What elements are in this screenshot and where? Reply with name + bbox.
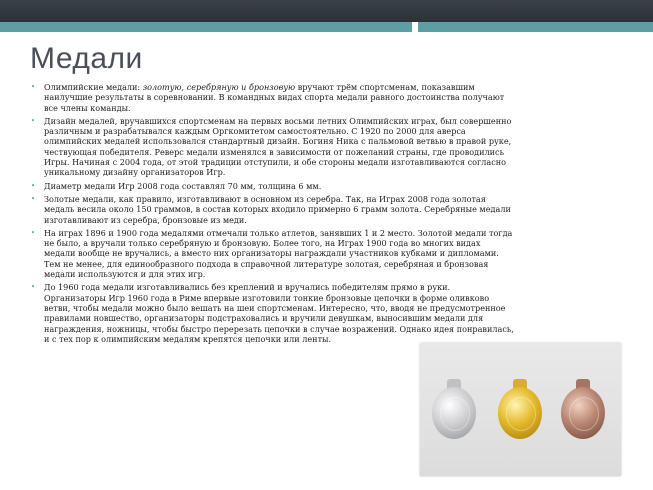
bullet-text-suffix: вручают трём спортсменам, показавшим наилучшие результаты в соревновании. В командных видах спорта медали равного достоинства получают все члены команды. [44, 82, 505, 113]
bullet-item [30, 194, 514, 225]
bullet-item [30, 228, 514, 279]
top-dark-band [0, 0, 653, 22]
bullet-dot-icon: • [31, 194, 36, 203]
bronze-medal-icon [561, 387, 605, 439]
bullet-item [30, 282, 514, 344]
slide-body [30, 82, 514, 347]
slide-title: Медали [30, 42, 143, 75]
bullet-item [30, 181, 514, 191]
bullet-list [30, 82, 514, 344]
bullet-text: На играх 1896 и 1900 года медалями отмечали только атлетов, занявших 1 и 2 место. Золотой медали тогда не было, а вручали только серебряную и бронзовую. Более того, на Играх 1900 года во многих видах медали вообще не вручались, а вместо них организаторы награждали участников кубками и дипломами. Тем не менее, для единообразного подхода в справочной литературе золотая, серебряная и бронзовая медали используются и для этих игр. [44, 227, 513, 280]
bullet-dot-icon: • [31, 283, 36, 292]
bullet-text-prefix: Олимпийские медали: [44, 82, 143, 92]
bullet-item [30, 116, 514, 178]
bullet-dot-icon: • [31, 228, 36, 237]
bullet-text: Диаметр медали Игр 2008 года составлял 70 мм, толщина 6 мм. [44, 180, 322, 191]
bullet-text: До 1960 года медали изготавливались без креплений и вручались победителям прямо в руки. Организаторы Игр 1960 года в Риме впервые изготовили тонкие бронзовые цепочки в форме оливково ветви, чтобы медали можно было вешать на шеи спортсменам. Интересно, что, вводя не предусмотренное правилами новшество, организаторы подстраховались и вручили девушкам, выносившим медали для награждения, ножницы, чтобы быстро перерезать цепочки в случае возражений. Однако идея понравилась, и с тех пор к олимпийским медалям крепятся цепочки или ленты. [44, 282, 514, 344]
silver-medal-icon [432, 387, 476, 439]
bullet-text-emphasis: золотую, серебряную и бронзовую [142, 82, 296, 92]
bullet-item [30, 82, 514, 113]
bullet-dot-icon: • [31, 181, 36, 190]
bullet-dot-icon: • [31, 83, 36, 91]
accent-bar-left [0, 22, 412, 32]
bullet-dot-icon: • [31, 116, 36, 125]
accent-bar-right [418, 22, 653, 32]
bullet-text: Дизайн медалей, вручавшихся спортсменам на первых восьми летних Олимпийских играх, был совершенно различным и разрабатывался каждым Оргкомитетом самостоятельно. С 1920 по 2000 для аверса олимпийских медалей использовался стандартный дизайн. Богиня Ника с пальмовой ветвью в правой руке, чествующая победителя. Реверс медали изменялся в зависимости от пожеланий страны, где проводились Игры. Начиная с 2004 года, от этой традиции отступили, и обе стороны медали изготавливаются согласно уникальному дизайну организаторов Игр. [44, 115, 512, 178]
gold-medal-icon [498, 387, 542, 439]
bullet-text: Золотые медали, как правило, изготавливают в основном из серебра. Так, на Играх 2008 года золотая медаль весила около 150 граммов, в состав которых входило примерно 6 грамм золота. Серебряные медали изготавливают из серебра, бронзовые из меди. [44, 193, 511, 225]
medals-photo [420, 343, 621, 476]
